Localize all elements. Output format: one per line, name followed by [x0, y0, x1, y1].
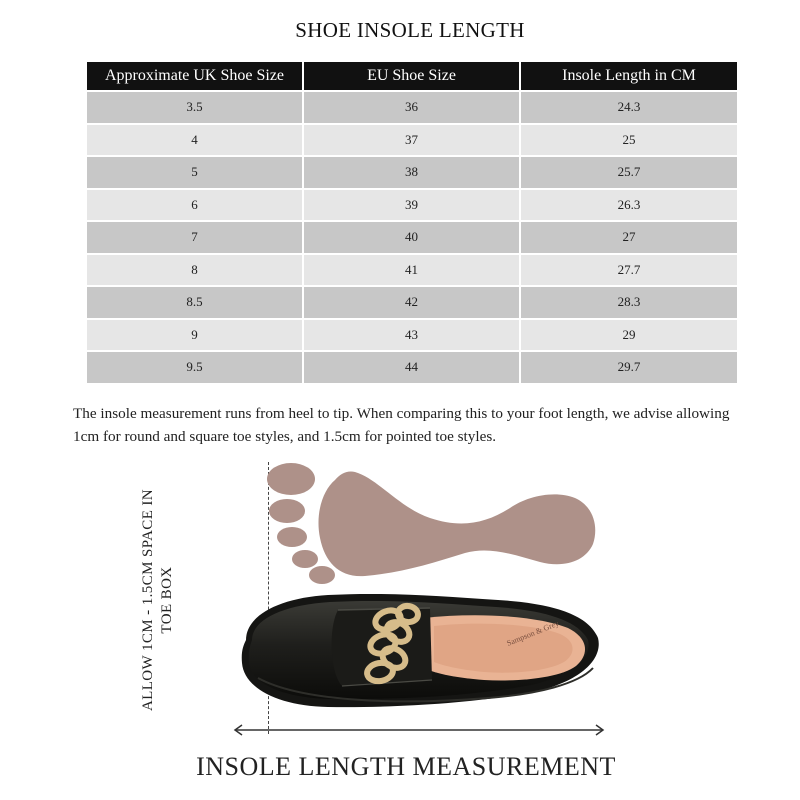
eu-size-cell: 43	[304, 320, 519, 351]
table-row	[87, 320, 737, 351]
insole-length-cell: 27.7	[521, 255, 737, 286]
insole-length-cell: 28.3	[521, 287, 737, 318]
table-row	[87, 92, 737, 123]
uk-size-cell: 6	[87, 190, 302, 221]
insole-length-cell: 25.7	[521, 157, 737, 188]
eu-size-cell: 38	[304, 157, 519, 188]
header-uk-size: Approximate UK Shoe Size	[87, 62, 302, 90]
measurement-note: The insole measurement runs from heel to tip. When comparing this to your foot length, we advise allowing 1cm for round and square toe styles, and 1.5cm for pointed toe styles.	[73, 405, 730, 445]
uk-size-cell: 4	[87, 125, 302, 156]
brand-label: Sampson & Grey	[505, 618, 561, 648]
table-row	[87, 255, 737, 286]
uk-size-cell: 8.5	[87, 287, 302, 318]
uk-size-cell: 5	[87, 157, 302, 188]
table-row	[87, 222, 737, 253]
eu-size-cell: 36	[304, 92, 519, 123]
insole-length-cell: 26.3	[521, 190, 737, 221]
insole-length-cell: 27	[521, 222, 737, 253]
measurement-arrow-icon	[230, 720, 610, 740]
insole-length-cell: 24.3	[521, 92, 737, 123]
table-row	[87, 190, 737, 221]
eu-size-cell: 37	[304, 125, 519, 156]
uk-size-cell: 8	[87, 255, 302, 286]
table-row	[87, 352, 737, 383]
uk-size-cell: 7	[87, 222, 302, 253]
loafer-shoe-image	[238, 588, 608, 713]
insole-length-cell: 25	[521, 125, 737, 156]
table-header-row	[87, 62, 737, 90]
table-row	[87, 157, 737, 188]
eu-size-cell: 42	[304, 287, 519, 318]
insole-length-cell: 29	[521, 320, 737, 351]
size-table	[85, 60, 739, 385]
uk-size-cell: 9	[87, 320, 302, 351]
uk-size-cell: 9.5	[87, 352, 302, 383]
uk-size-cell: 3.5	[87, 92, 302, 123]
eu-size-cell: 40	[304, 222, 519, 253]
toe-space-label: ALLOW 1CM - 1.5CM SPACE IN TOE BOX	[140, 488, 175, 712]
diagram-caption: INSOLE LENGTH MEASUREMENT	[196, 752, 616, 781]
table-row	[87, 125, 737, 156]
eu-size-cell: 41	[304, 255, 519, 286]
page-title: SHOE INSOLE LENGTH	[295, 18, 525, 42]
footprint-icon	[265, 458, 605, 588]
header-insole-length: Insole Length in CM	[521, 62, 737, 90]
eu-size-cell: 44	[304, 352, 519, 383]
eu-size-cell: 39	[304, 190, 519, 221]
header-eu-size: EU Shoe Size	[304, 62, 519, 90]
table-row	[87, 287, 737, 318]
insole-length-cell: 29.7	[521, 352, 737, 383]
footprint-shape	[267, 463, 595, 584]
